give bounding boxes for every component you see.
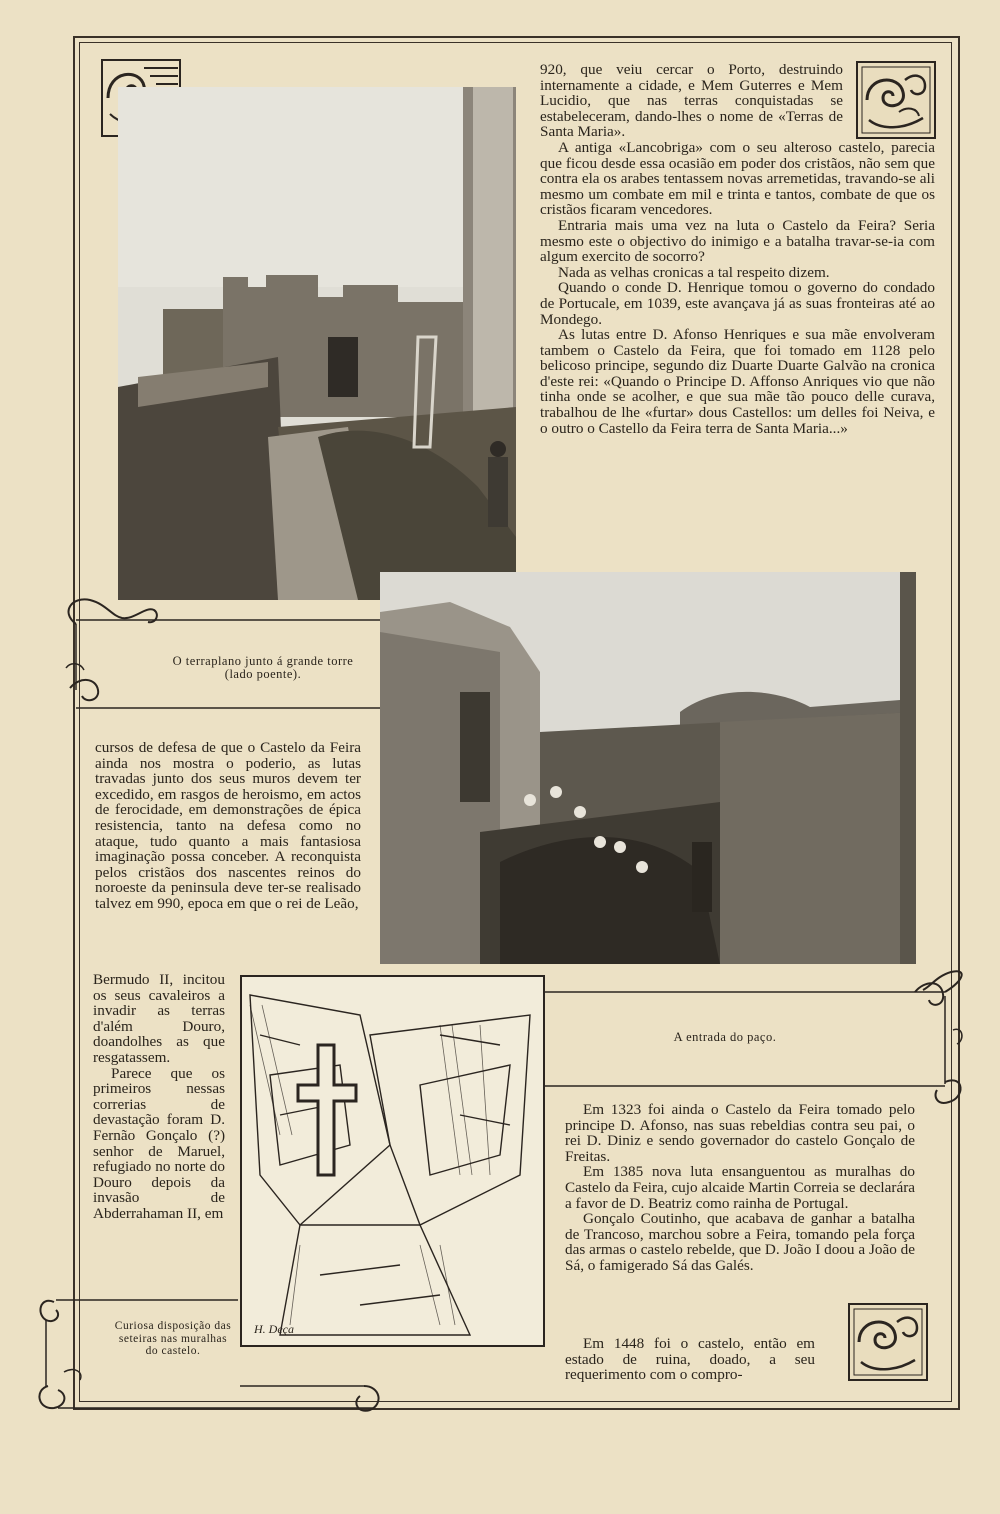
caption-terrapleno: O terraplano junto á grande torre (lado poente). (172, 654, 354, 681)
paragraph: Quando o conde D. Henrique tomou o governo do condado de Portucale, em 1039, este avançava já as suas fronteiras até ao Mondego. (540, 279, 935, 328)
paragraph: Bermudo II, incitou os seus cavaleiros a invadir as terras d'além Douro, doandolhes as que resgatassem. (93, 971, 225, 1066)
paragraph: Parece que os primeiros nessas correrias de devastação foram D. Fernão Gonçalo (?) senhor de Maruel, refugiado no norte do Douro depois da invasão de Abderrahaman II, em (93, 1064, 225, 1222)
paragraph: Em 1385 nova luta ensanguentou as muralhas do Castelo da Feira, cujo alcaide Martin Correia se declarára a favor de D. Beatriz como rainha de Portugal. (565, 1163, 915, 1212)
paragraph: Em 1323 foi ainda o Castelo da Feira tomado pelo principe D. Afonso, nas suas rebeldias contra seu pai, o rei D. Diniz e sendo governador do castelo Gonçalo de Freitas. (565, 1101, 915, 1165)
paragraph: Em 1448 foi o castelo, então em estado de ruina, doado, a seu requerimento com o compro- (565, 1335, 815, 1384)
article-text-left-narrow (93, 972, 225, 1222)
article-text-left (95, 740, 361, 912)
paragraph: Nada as velhas cronicas a tal respeito dizem. (558, 263, 830, 281)
paragraph: As lutas entre D. Afonso Henriques e sua mãe envolveram tambem o Castelo da Feira, que foi tomado em 1128 pelo belicoso principe, segundo diz Duarte Duarte Galvão na cronica d'este rei: «Quando o Principe D. Affonso Anriques vio que não tinha onde se acolher, e que sua mãe tão pouco delle curava, trabalhou de lhe «furtar» dous Castellos: um delles foi Neiva, e o outro o Castello da Feira terra de Santa Maria...» (540, 326, 935, 437)
paragraph: 920, que veiu cercar o Porto, destruindo internamente a cidade, e Mem Guterres e Mem Lucidio, que nas terras conquistadas se estabeleceram, dando-lhes o nome de «Terras de Santa Maria». (540, 61, 843, 141)
article-text-bottom-right (565, 1102, 915, 1274)
caption-entrada: A entrada do paço. (673, 1030, 777, 1044)
paragraph: A antiga «Lancobriga» com o seu alteroso castelo, parecia que ficou desde essa ocasião em poder dos cristãos, não sem que contra ela os arabes tentassem novas arremetidas, travando-se ali mesmo um combate em mil e trinta e tantos, combate de que os cristãos ficaram vencedores. (540, 138, 935, 219)
castle-wall-walkway-photo (118, 87, 516, 600)
article-text-bottom-right-narrow (565, 1336, 815, 1383)
paragraph: Entraria mais uma vez na luta o Castelo da Feira? Seria mesmo este o objectivo do inimigo e a batalha travar-se-ia com algum exercito de socorro? (540, 216, 935, 266)
artist-signature: H. Deça (254, 1322, 294, 1336)
article-text-top-right (540, 62, 935, 436)
paragraph: cursos de defesa de que o Castelo da Feira ainda nos mostra o poderio, as lutas travadas junto dos seus muros devem ter excedido, em rasgos de heroismo, em actos de ferocidade, em demonstrações de épica resistencia, tanto na defesa como no ataque, tudo quanto a mais fantasiosa imaginação possa conceber. A reconquista pelos cristãos dos nascentes reinos do noroeste da peninsula deve ter-se realisado talvez em 990, epoca em que o rei de Leão, (95, 739, 361, 912)
caption-seteiras: Curiosa disposição das seteiras nas muralhas do castelo. (114, 1320, 232, 1357)
ornament-box-bottom-right (847, 1302, 929, 1382)
paragraph: Gonçalo Coutinho, que acabava de ganhar a batalha de Trancoso, marchou sobre a Feira, tomando pela força das armas o castelo rebelde, que D. João I doou a João de Sá, o famigerado Sá das Galés. (565, 1210, 915, 1274)
palace-entrance-crowd-photo (380, 572, 916, 964)
